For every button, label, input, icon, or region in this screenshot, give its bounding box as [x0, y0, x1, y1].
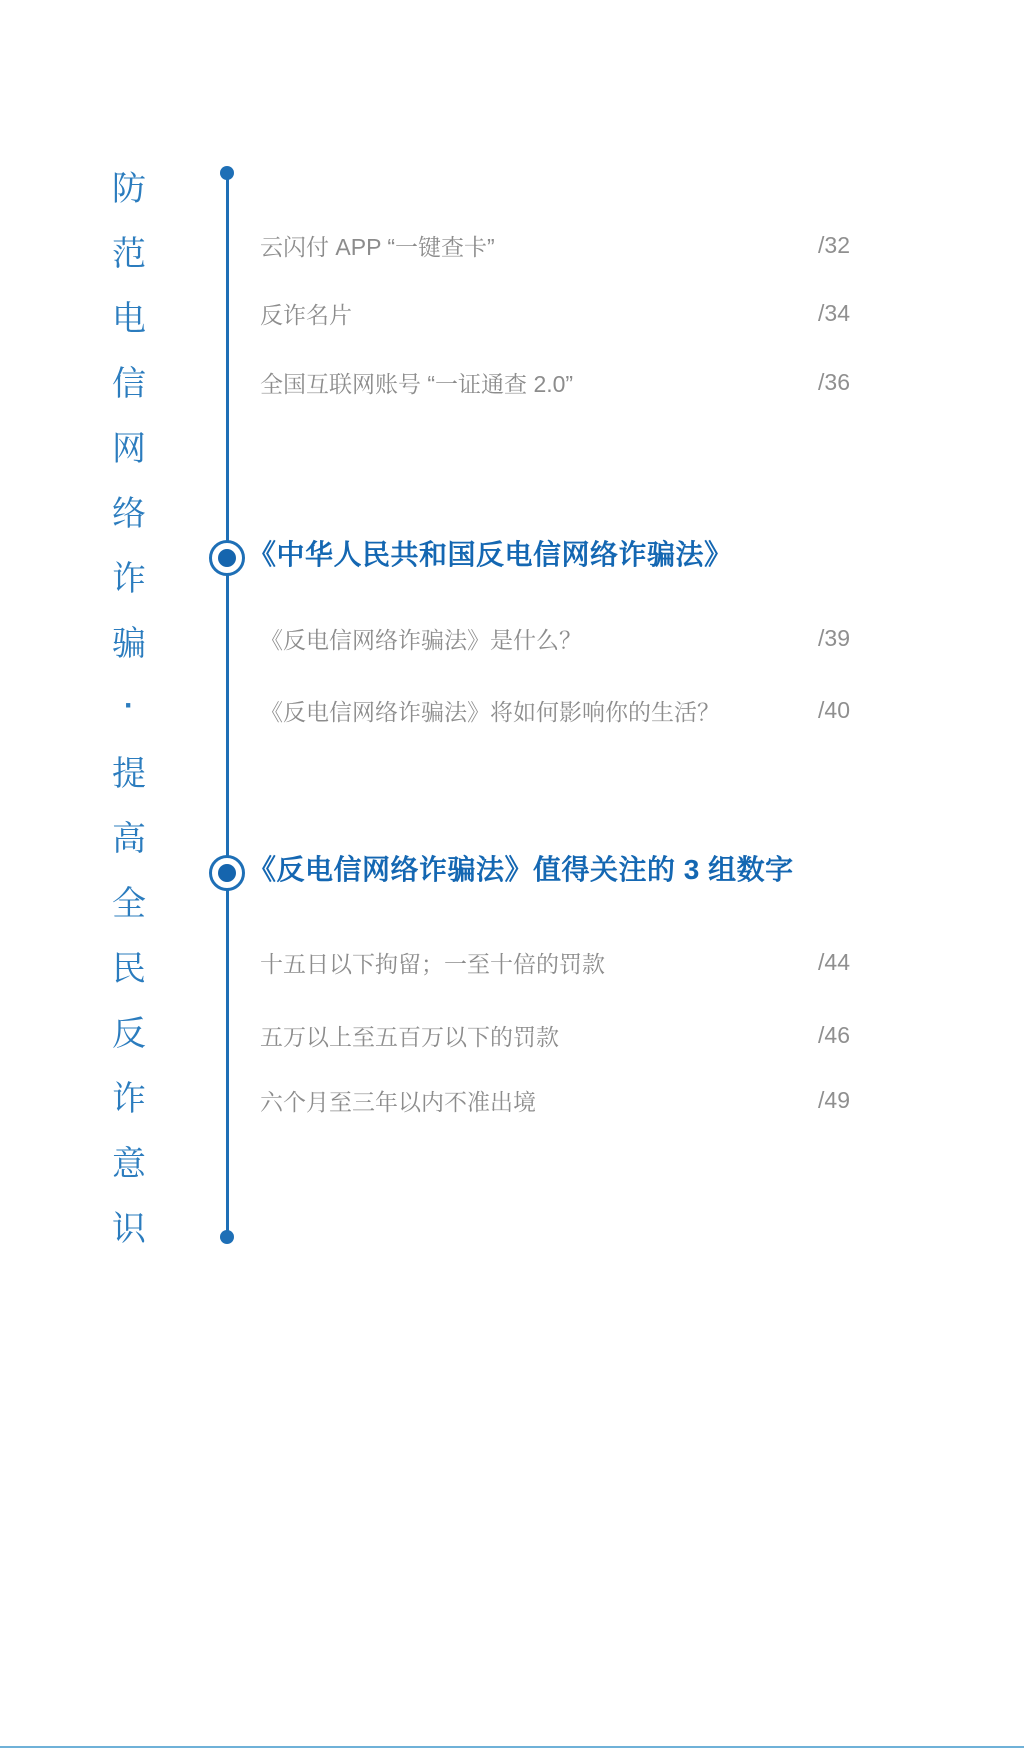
- section-bullet-inner-dot-icon: [218, 864, 236, 882]
- toc-entry-label: 云闪付 APP “一键查卡”: [260, 233, 495, 260]
- timeline-line: [226, 173, 229, 1237]
- vertical-title-char: 防: [112, 170, 146, 208]
- vertical-title-char: 反: [112, 1015, 146, 1053]
- vertical-title-char: 网: [112, 430, 146, 468]
- toc-section-heading[interactable]: 《反电信网络诈骗法》值得关注的 3 组数字: [248, 854, 794, 885]
- vertical-title-char: 高: [112, 820, 146, 858]
- toc-entry-page-number: /44: [818, 948, 850, 975]
- toc-entry-page-number: /49: [818, 1086, 850, 1113]
- toc-entry[interactable]: [260, 693, 850, 727]
- toc-entry[interactable]: [260, 1083, 850, 1117]
- toc-entry[interactable]: [260, 228, 850, 262]
- section-bullet-inner-dot-icon: [218, 549, 236, 567]
- timeline-start-dot-icon: [220, 166, 234, 180]
- timeline-end-dot-icon: [220, 1230, 234, 1244]
- toc-entry-label: 全国互联网账号 “一证通查 2.0”: [260, 370, 574, 397]
- vertical-title-char: 民: [112, 950, 146, 988]
- toc-entry[interactable]: [260, 296, 850, 330]
- vertical-title-char: 诈: [112, 560, 146, 598]
- vertical-title-char: 信: [112, 365, 146, 403]
- toc-entry-page-number: /32: [818, 231, 850, 258]
- toc-entry-label: 《反电信网络诈骗法》是什么？: [260, 626, 582, 653]
- toc-entry[interactable]: [260, 621, 850, 655]
- toc-entry-page-number: /40: [818, 696, 850, 723]
- toc-entry-label: 六个月至三年以内不准出境: [260, 1088, 536, 1115]
- toc-entry-page-number: /46: [818, 1021, 850, 1048]
- toc-entry-label: 五万以上至五百万以下的罚款: [260, 1023, 559, 1050]
- toc-entry-label: 十五日以下拘留；一至十倍的罚款: [260, 950, 605, 977]
- toc-entry-label: 《反电信网络诈骗法》将如何影响你的生活？: [260, 698, 720, 725]
- vertical-title-char: 意: [112, 1145, 146, 1183]
- vertical-title-char: 络: [112, 495, 146, 533]
- vertical-title-char: 骗: [112, 625, 146, 663]
- vertical-title-char: 电: [112, 300, 146, 338]
- vertical-title-char: 范: [112, 235, 146, 273]
- vertical-title-char: 全: [112, 885, 146, 923]
- section-bullet-icon: [209, 540, 245, 576]
- toc-entry-page-number: /34: [818, 299, 850, 326]
- vertical-title-char: 提: [112, 755, 146, 793]
- vertical-title-separator-dot: ·: [124, 688, 134, 722]
- toc-entry-page-number: /39: [818, 624, 850, 651]
- toc-entry-page-number: /36: [818, 368, 850, 395]
- toc-entry[interactable]: [260, 365, 850, 399]
- toc-entry-label: 反诈名片: [260, 301, 352, 328]
- toc-entry[interactable]: [260, 1018, 850, 1052]
- toc-section-heading[interactable]: 《中华人民共和国反电信网络诈骗法》: [248, 539, 733, 570]
- section-bullet-icon: [209, 855, 245, 891]
- vertical-book-title: [107, 153, 151, 1258]
- vertical-title-char: 识: [112, 1210, 146, 1248]
- toc-entry[interactable]: [260, 945, 850, 979]
- vertical-title-char: 诈: [112, 1080, 146, 1118]
